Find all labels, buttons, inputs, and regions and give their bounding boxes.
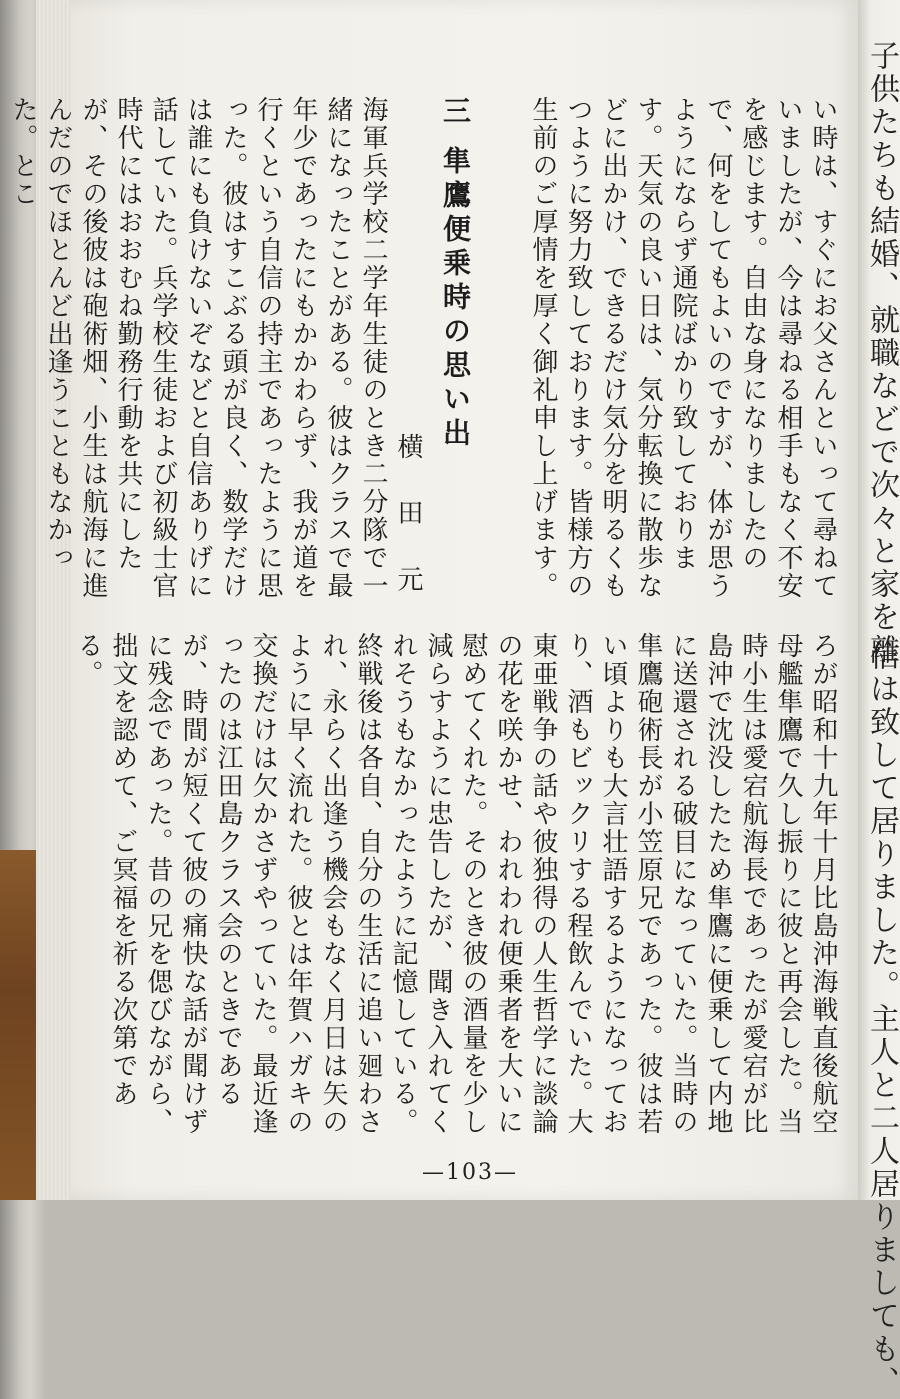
- section-body-bottom: ろが昭和十九年十月比島沖海戦直後航空母艦隼鷹で久し振りに彼と再会した。当時小生は愛宕航海長であったが愛宕が比島沖で沈没したため隼鷹に便乗して内地に送還される破目になっていた。当時の隼鷹砲術長が小笠原兄であった。彼は若い頃よりも大言壮語するようになっており、酒もビックリする程飲んでいた。大東亜戦争の話や彼独得の人生哲学に談論の花を咲かせ、われわれ便乗者を大いに慰めてくれた。そのとき彼の酒量を少し減らすように忠告したが、聞き入れてくれそうもなかったように記憶している。終戦後は各自、自分の生活に追い廻わされ、永らく出逢う機会もなく月日は矢のように早く流れた。彼とは年賀ハガキの交換だけは欠かさずやっていた。最近逢ったのは江田島クラス会のときであるが、時間が短くて彼の痛快な話が聞けずに残念であった。昔の兄を偲びながら、拙文を認めて、ご冥福を祈る次第である。: [73, 632, 838, 1136]
- author-name: 横 田 元: [393, 433, 423, 608]
- upper-text-block: [8, 96, 840, 608]
- closing-paragraph: い時は、すぐにお父さんといって尋ねていましたが、今は尋ねる相手もなく不安を感じます。自由な身になりましたので、何をしてもよいのですが、体が思うようにならず通院ばかり致しております。天気の良い日は、気分転換に散歩などに出かけ、できるだけ気分を明るくもつように努力致しております。皆様方の生前のご厚情を厚く御礼申し上げます。: [528, 96, 838, 600]
- column-divider: [150, 618, 830, 619]
- section-body-top: 海軍兵学校二学年生徒のとき二分隊で一緒になったことがある。彼はクラスで最年少であったにもかかわらず、我が道を行くという自信の持主であったように思った。彼はすこぶる頭が良く、数学だけは誰にも負けないぞなどと自信ありげに話していた。兵学校生徒および初級士官時代にはおおむね勤務行動を共にしたが、その後彼は砲術畑、小生は航海に進んだのでほとんど出逢うこともなかった。とこ: [8, 96, 388, 600]
- page-number: —103—: [422, 1160, 518, 1185]
- facing-page: [858, 0, 900, 1399]
- facing-page-column: 信は致して居りました。主人と二人居りましても、: [864, 640, 899, 1399]
- facing-page-column: 子供たちも結婚、就職などで次々と家を離: [864, 40, 899, 667]
- lower-text-block: [73, 632, 840, 1152]
- section-heading: 三 隼鷹便乗時の思い出: [439, 96, 472, 452]
